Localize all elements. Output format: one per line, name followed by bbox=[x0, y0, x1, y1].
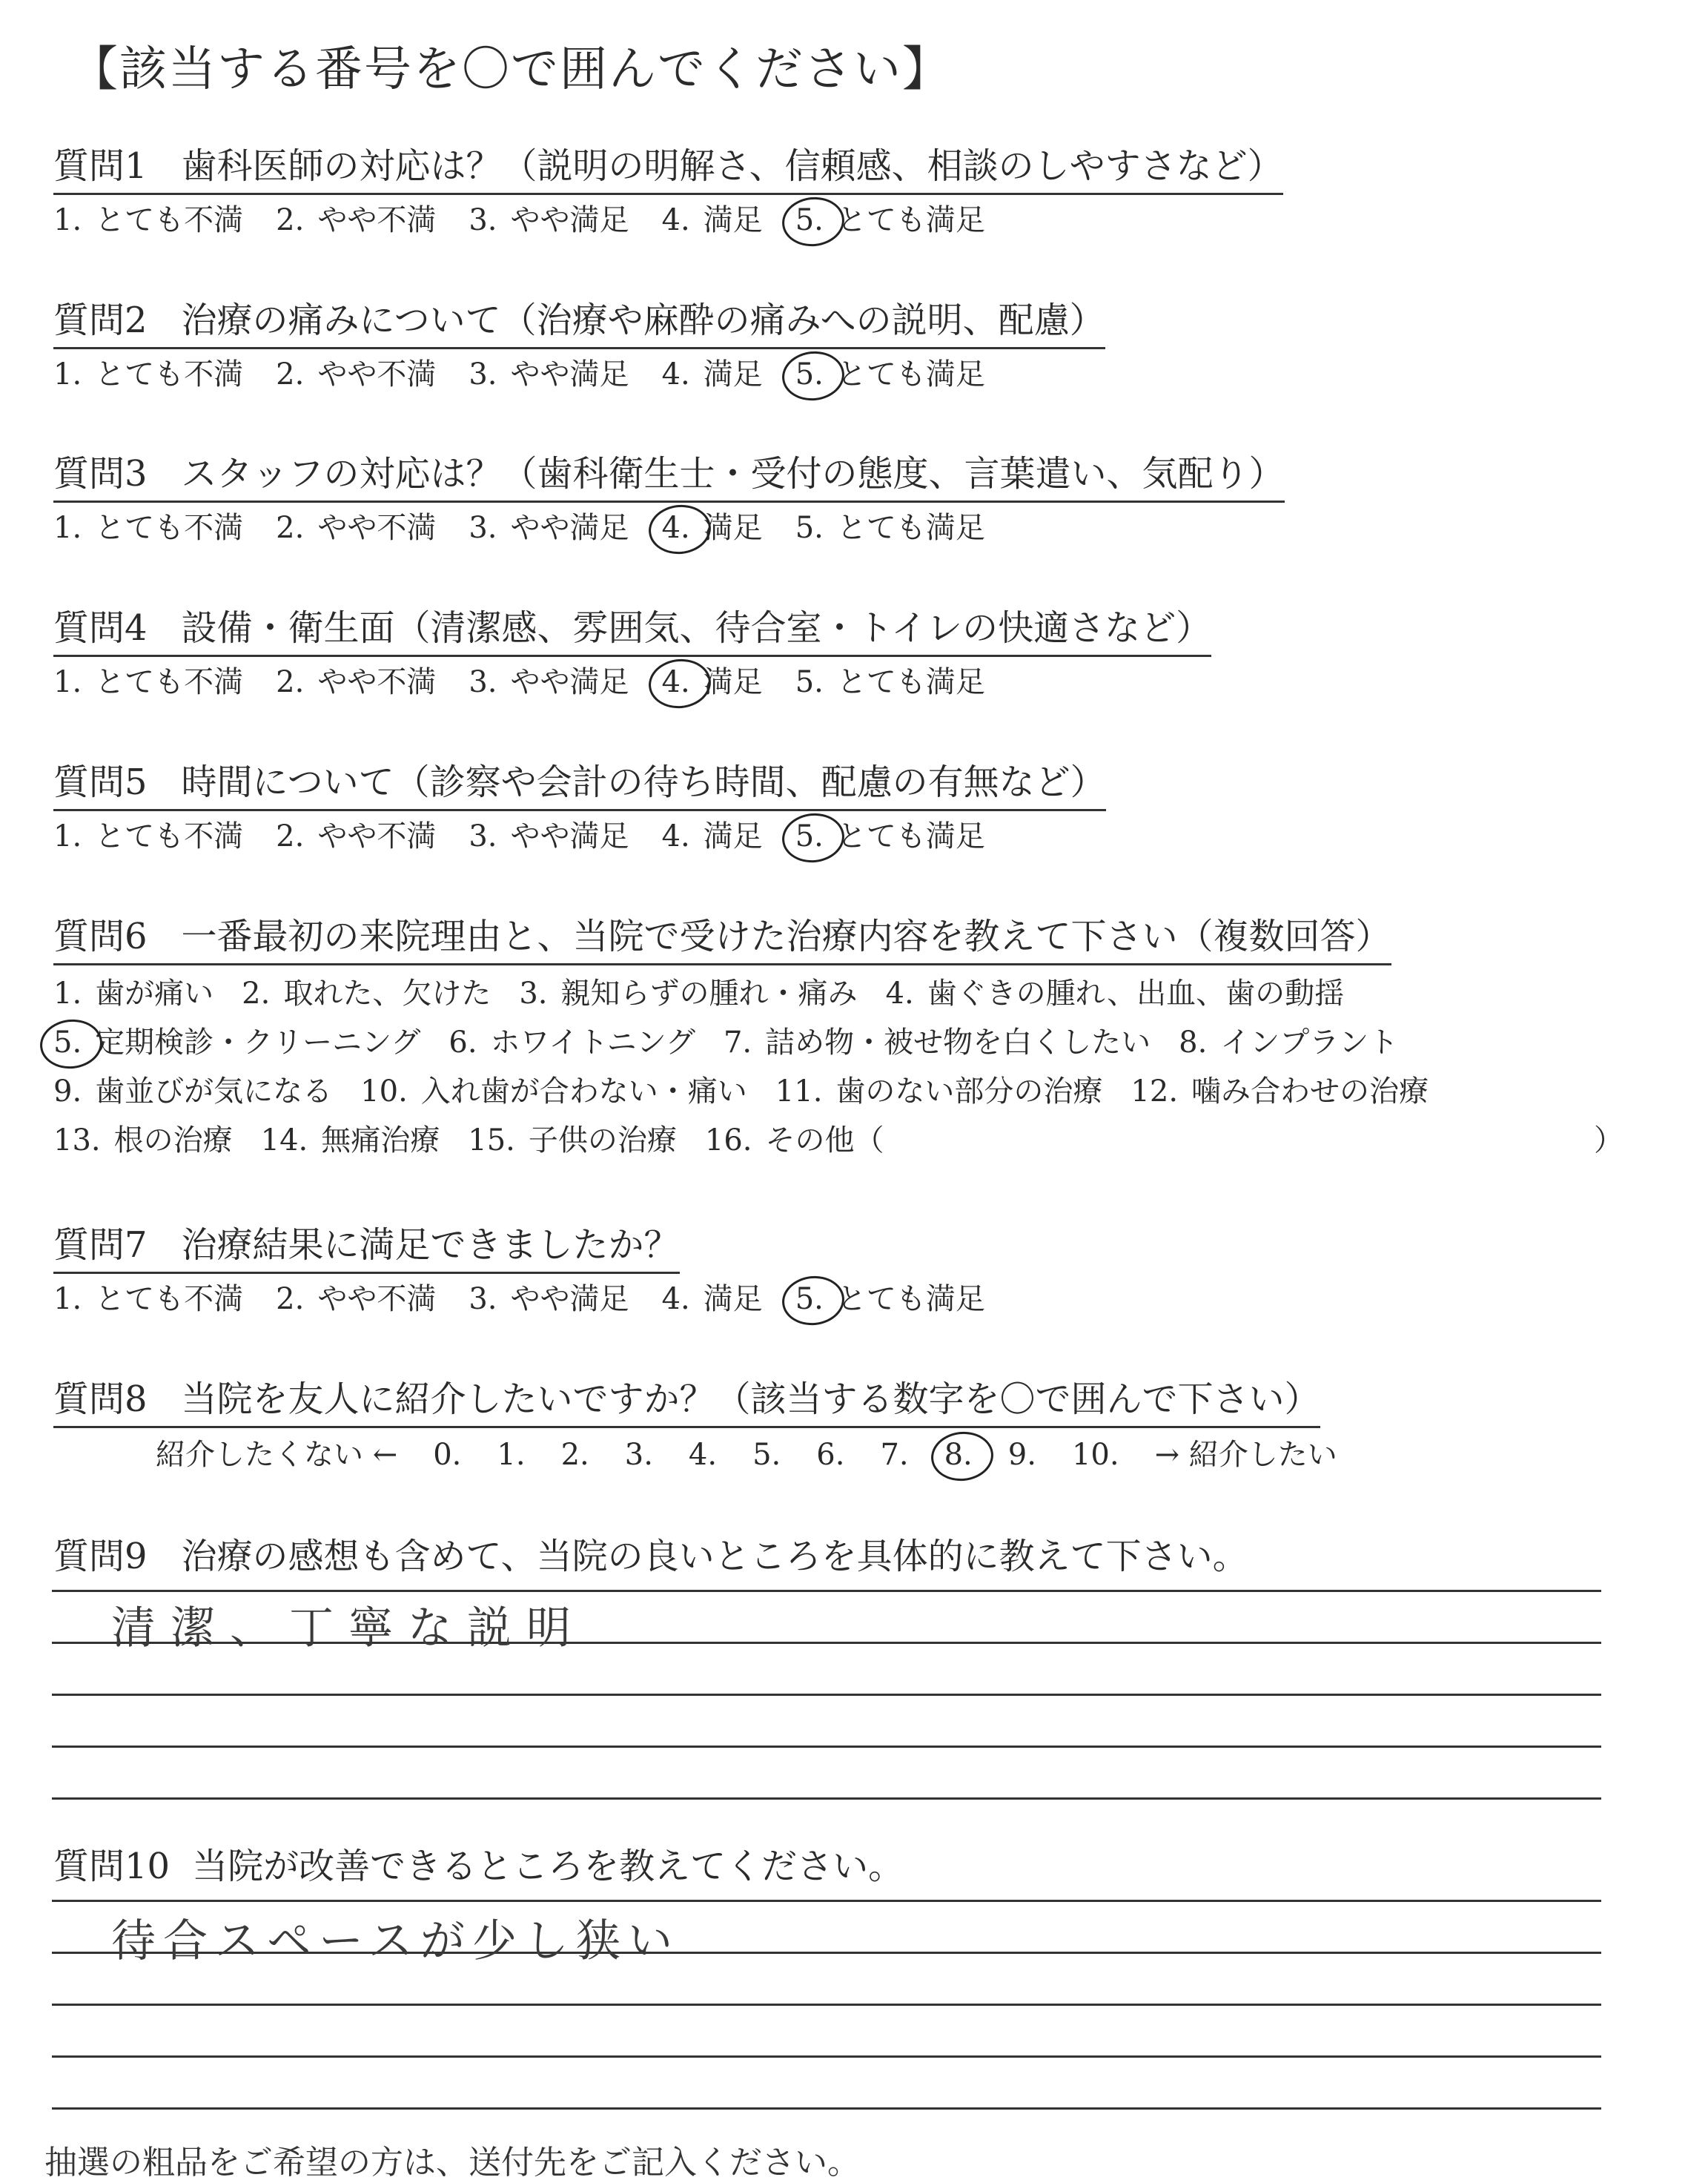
option-label: とても不満 bbox=[95, 819, 244, 853]
option-number: 4. bbox=[661, 819, 690, 853]
question-title bbox=[53, 1216, 680, 1274]
question-title bbox=[53, 1528, 1248, 1583]
option[interactable] bbox=[795, 1275, 985, 1318]
form-instruction: 【該当する番号を〇で囲んでください】 bbox=[70, 42, 951, 97]
reason-options-row bbox=[53, 970, 1372, 1012]
option-number: 7. bbox=[723, 1026, 752, 1060]
option-number: 12. bbox=[1131, 1074, 1179, 1109]
option-number: 3. bbox=[469, 511, 497, 545]
answer-line bbox=[52, 1797, 1601, 1800]
selected-option-number: 4. bbox=[661, 511, 690, 545]
option-label: やや不満 bbox=[317, 1282, 437, 1316]
option-label: 歯並びが気になる bbox=[95, 1074, 333, 1109]
option[interactable] bbox=[53, 658, 243, 701]
option-label: やや不満 bbox=[317, 203, 437, 237]
option-label: 満足 bbox=[703, 665, 763, 699]
option-label: やや満足 bbox=[510, 1282, 629, 1316]
option[interactable] bbox=[53, 1068, 332, 1110]
option-number: 2. bbox=[276, 1282, 305, 1316]
question-text: スタッフの対応は？（歯科衛生士・受付の態度、言葉遣い、気配り） bbox=[181, 453, 1285, 495]
handwritten-answer: 待合スペースが少し狭い bbox=[111, 1915, 680, 1967]
option-number: 2. bbox=[276, 819, 305, 853]
question-title bbox=[53, 599, 1211, 657]
option-label: ホワイトニング bbox=[490, 1026, 695, 1060]
question-title bbox=[53, 908, 1391, 965]
option-label: とても満足 bbox=[836, 819, 985, 853]
footer-note: 抽選の粗品をご希望の方は、送付先をご記入ください。 bbox=[44, 2144, 860, 2182]
selected-scale-number[interactable]: 8. bbox=[944, 1438, 973, 1472]
option[interactable] bbox=[662, 196, 763, 239]
option-label: 根の治療 bbox=[113, 1123, 233, 1157]
option[interactable] bbox=[276, 813, 436, 855]
question-text: 歯科医師の対応は？（説明の明解さ、信頼感、相談のしやすさなど） bbox=[181, 145, 1283, 187]
option-number: 4. bbox=[661, 1282, 690, 1316]
option[interactable] bbox=[53, 504, 243, 546]
option-label: その他（ bbox=[765, 1123, 884, 1157]
option-number: 4. bbox=[885, 977, 914, 1011]
option-number: 1. bbox=[53, 511, 82, 545]
option[interactable] bbox=[276, 196, 436, 239]
question-number: 質問3 bbox=[53, 453, 148, 495]
option[interactable] bbox=[53, 1019, 420, 1061]
option-label: 満足 bbox=[703, 819, 763, 853]
option[interactable] bbox=[662, 504, 763, 546]
option-label: 満足 bbox=[703, 203, 763, 237]
rating-options bbox=[53, 1275, 1018, 1318]
scale-number[interactable]: 4. bbox=[688, 1438, 718, 1472]
reason-options-row bbox=[53, 1068, 1457, 1110]
scale-number[interactable]: 5. bbox=[752, 1438, 781, 1472]
option[interactable] bbox=[276, 351, 436, 393]
option[interactable] bbox=[519, 970, 857, 1012]
option[interactable] bbox=[276, 504, 436, 546]
question-text: 治療結果に満足できましたか？ bbox=[181, 1224, 680, 1266]
question-text: 治療の痛みについて（治療や麻酔の痛みへの説明、配慮） bbox=[181, 300, 1105, 341]
option-number: 4. bbox=[661, 357, 690, 392]
option-number: 2. bbox=[276, 511, 305, 545]
option-label: 詰め物・被せ物を白くしたい bbox=[765, 1026, 1151, 1060]
option-label: やや満足 bbox=[510, 665, 629, 699]
option-number: 3. bbox=[469, 357, 497, 392]
option[interactable] bbox=[469, 196, 629, 239]
option-label: 親知らずの腫れ・痛み bbox=[560, 977, 858, 1011]
option[interactable] bbox=[53, 970, 214, 1012]
rating-options bbox=[53, 351, 1018, 393]
option[interactable] bbox=[662, 351, 763, 393]
option-label: 歯ぐきの腫れ、出血、歯の動揺 bbox=[927, 977, 1345, 1011]
option-label: やや満足 bbox=[510, 357, 629, 392]
question-title bbox=[53, 1370, 1320, 1428]
option[interactable] bbox=[795, 658, 985, 701]
option[interactable] bbox=[795, 196, 985, 239]
scale-number[interactable]: 6. bbox=[816, 1438, 845, 1472]
answer-line bbox=[52, 1694, 1601, 1696]
question-title bbox=[53, 291, 1105, 349]
option[interactable] bbox=[662, 813, 763, 855]
handwritten-answer: 清潔、丁寧な説明 bbox=[111, 1602, 586, 1654]
option-label: 歯が痛い bbox=[95, 977, 214, 1011]
option-number: 15. bbox=[468, 1123, 515, 1157]
option[interactable] bbox=[1179, 1019, 1398, 1061]
selected-option-number: 5. bbox=[795, 1282, 824, 1316]
answer-line bbox=[52, 2004, 1601, 2006]
option-label: 歯のない部分の治療 bbox=[835, 1074, 1103, 1109]
option-number: 2. bbox=[276, 357, 305, 392]
option[interactable] bbox=[705, 1117, 884, 1159]
option[interactable] bbox=[1131, 1068, 1429, 1110]
question-title bbox=[53, 1837, 904, 1893]
option[interactable] bbox=[795, 351, 985, 393]
option-number: 10. bbox=[360, 1074, 408, 1109]
selected-option-number: 5. bbox=[795, 819, 824, 853]
option[interactable] bbox=[242, 970, 491, 1012]
question-title bbox=[53, 445, 1285, 503]
option-label: やや満足 bbox=[510, 819, 629, 853]
question-text: 治療の感想も含めて、当院の良いところを具体的に教えて下さい。 bbox=[181, 1536, 1248, 1577]
option-number: 3. bbox=[469, 819, 497, 853]
option[interactable] bbox=[448, 1019, 695, 1061]
scale-number[interactable]: 10. bbox=[1071, 1438, 1119, 1472]
rating-options bbox=[53, 504, 1018, 546]
option[interactable] bbox=[469, 658, 629, 701]
scale-number[interactable]: 1. bbox=[497, 1438, 526, 1472]
question-number: 質問6 bbox=[53, 916, 148, 957]
option[interactable] bbox=[795, 504, 985, 546]
question-number: 質問8 bbox=[53, 1378, 148, 1420]
rating-options bbox=[53, 658, 1018, 701]
scale-number[interactable]: 9. bbox=[1007, 1438, 1036, 1472]
option-label: とても不満 bbox=[95, 665, 244, 699]
option-label: やや満足 bbox=[510, 203, 629, 237]
other-close-paren: ） bbox=[1594, 1123, 1623, 1157]
option-number: 9. bbox=[53, 1074, 82, 1109]
option-number: 5. bbox=[795, 511, 824, 545]
option-label: やや不満 bbox=[317, 511, 437, 545]
option-number: 2. bbox=[242, 977, 271, 1011]
option-label: 入れ歯が合わない・痛い bbox=[420, 1074, 747, 1109]
selected-option-number: 5. bbox=[795, 357, 824, 392]
option-label: とても満足 bbox=[836, 203, 985, 237]
option-label: インプラント bbox=[1220, 1026, 1399, 1060]
option[interactable] bbox=[468, 1117, 677, 1159]
option[interactable] bbox=[276, 658, 436, 701]
option-label: 噛み合わせの治療 bbox=[1191, 1074, 1429, 1109]
question-number: 質問1 bbox=[53, 145, 148, 187]
reason-options-row bbox=[53, 1019, 1426, 1061]
option-number: 1. bbox=[53, 819, 82, 853]
option-number: 1. bbox=[53, 357, 82, 392]
option[interactable] bbox=[469, 504, 629, 546]
question-text: 一番最初の来院理由と、当院で受けた治療内容を教えて下さい（複数回答） bbox=[181, 916, 1391, 957]
option-label: 定期検診・クリーニング bbox=[95, 1026, 421, 1060]
reason-options-row bbox=[53, 1117, 913, 1159]
option-label: やや不満 bbox=[317, 819, 437, 853]
option-number: 1. bbox=[53, 1282, 82, 1316]
scale-number[interactable]: 2. bbox=[560, 1438, 589, 1472]
question-number: 質問10 bbox=[53, 1846, 171, 1887]
question-text: 時間について（診察や会計の待ち時間、配慮の有無など） bbox=[181, 762, 1106, 803]
question-number: 質問5 bbox=[53, 762, 148, 803]
question-number: 質問4 bbox=[53, 607, 148, 649]
question-text: 当院が改善できるところを教えてください。 bbox=[192, 1846, 904, 1887]
option[interactable] bbox=[662, 658, 763, 701]
answer-line bbox=[52, 1746, 1601, 1748]
scale-left-label: 紹介したくない ← bbox=[156, 1438, 398, 1472]
option[interactable] bbox=[53, 196, 243, 239]
option[interactable] bbox=[724, 1019, 1151, 1061]
selected-option-number: 5. bbox=[795, 203, 824, 237]
answer-line bbox=[52, 1900, 1601, 1902]
option-number: 13. bbox=[53, 1123, 101, 1157]
option[interactable] bbox=[53, 351, 243, 393]
option-number: 1. bbox=[53, 665, 82, 699]
option-number: 4. bbox=[661, 203, 690, 237]
option-number: 3. bbox=[469, 1282, 497, 1316]
option-label: とても不満 bbox=[95, 203, 244, 237]
option[interactable] bbox=[469, 351, 629, 393]
option-label: 取れた、欠けた bbox=[283, 977, 491, 1011]
option[interactable] bbox=[469, 1275, 629, 1318]
option-number: 8. bbox=[1179, 1026, 1208, 1060]
option[interactable] bbox=[53, 1275, 243, 1318]
recommend-scale bbox=[156, 1431, 1337, 1473]
option[interactable] bbox=[469, 813, 629, 855]
question-title bbox=[53, 753, 1106, 811]
option-label: 満足 bbox=[703, 511, 763, 545]
question-text: 当院を友人に紹介したいですか？（該当する数字を〇で囲んで下さい） bbox=[181, 1378, 1320, 1420]
question-number: 質問9 bbox=[53, 1536, 148, 1577]
option[interactable] bbox=[53, 813, 243, 855]
option-label: やや不満 bbox=[317, 665, 437, 699]
answer-line bbox=[52, 2107, 1601, 2110]
option-label: やや不満 bbox=[317, 357, 437, 392]
option-label: とても満足 bbox=[836, 511, 985, 545]
option[interactable] bbox=[662, 1275, 763, 1318]
option-number: 3. bbox=[469, 203, 497, 237]
option-label: やや満足 bbox=[510, 511, 629, 545]
option[interactable] bbox=[261, 1117, 440, 1159]
option[interactable] bbox=[360, 1068, 747, 1110]
option-label: とても不満 bbox=[95, 511, 244, 545]
option-number: 14. bbox=[260, 1123, 308, 1157]
option-label: 無痛治療 bbox=[321, 1123, 440, 1157]
answer-line bbox=[52, 2055, 1601, 2058]
scale-number[interactable]: 0. bbox=[433, 1438, 462, 1472]
option-label: 満足 bbox=[703, 357, 763, 392]
option[interactable] bbox=[795, 813, 985, 855]
question-number: 質問7 bbox=[53, 1224, 148, 1266]
option-label: とても満足 bbox=[836, 665, 985, 699]
option-label: 満足 bbox=[703, 1282, 763, 1316]
rating-options bbox=[53, 196, 1018, 239]
answer-line bbox=[52, 1590, 1601, 1592]
option-number: 5. bbox=[795, 665, 824, 699]
scale-right-label: → 紹介したい bbox=[1154, 1438, 1337, 1472]
scale-number[interactable]: 3. bbox=[624, 1438, 653, 1472]
option-label: とても不満 bbox=[95, 1282, 244, 1316]
option[interactable] bbox=[53, 1117, 233, 1159]
option[interactable] bbox=[775, 1068, 1103, 1110]
selected-option-number: 5. bbox=[53, 1026, 82, 1060]
rating-options bbox=[53, 813, 1018, 855]
option-number: 6. bbox=[448, 1026, 477, 1060]
option[interactable] bbox=[886, 970, 1345, 1012]
option-number: 1. bbox=[53, 977, 82, 1011]
option-number: 1. bbox=[53, 203, 82, 237]
option-number: 2. bbox=[276, 665, 305, 699]
option-number: 16. bbox=[704, 1123, 752, 1157]
option[interactable] bbox=[276, 1275, 436, 1318]
option-label: とても満足 bbox=[836, 1282, 985, 1316]
question-title bbox=[53, 137, 1283, 195]
question-number: 質問2 bbox=[53, 300, 148, 341]
option-label: とても満足 bbox=[836, 357, 985, 392]
question-text: 設備・衛生面（清潔感、雰囲気、待合室・トイレの快適さなど） bbox=[181, 607, 1212, 649]
scale-number[interactable]: 7. bbox=[880, 1438, 909, 1472]
selected-option-number: 4. bbox=[661, 665, 690, 699]
option-number: 11. bbox=[775, 1074, 823, 1109]
option-number: 2. bbox=[276, 203, 305, 237]
option-label: とても不満 bbox=[95, 357, 244, 392]
option-label: 子供の治療 bbox=[528, 1123, 677, 1157]
option-number: 3. bbox=[519, 977, 548, 1011]
option-number: 3. bbox=[469, 665, 497, 699]
